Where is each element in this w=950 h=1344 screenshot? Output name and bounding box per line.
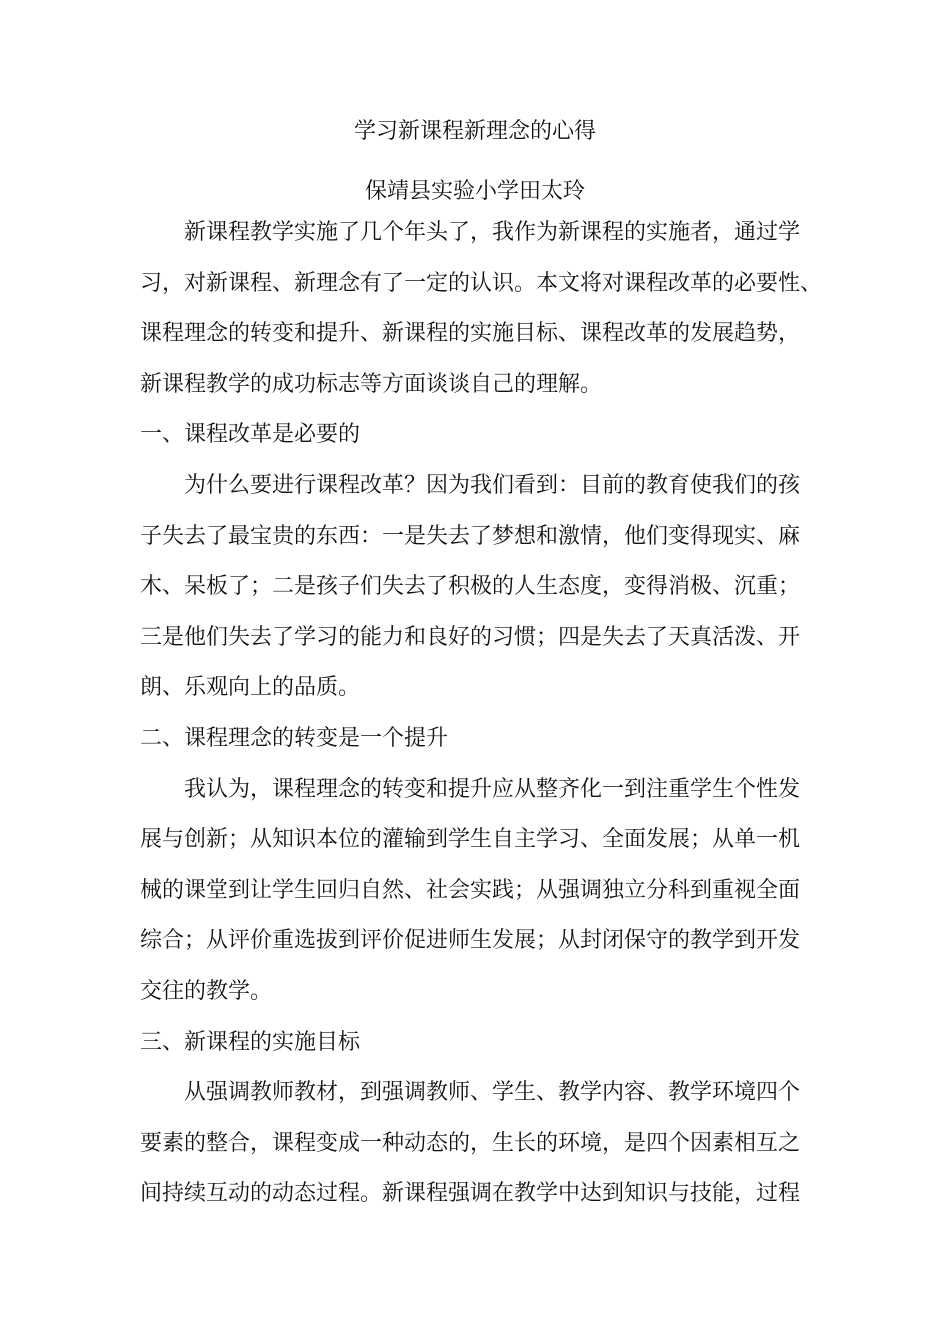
document-author: 保靖县实验小学田太玲: [364, 179, 585, 204]
paragraph-line: 我认为，课程理念的转变和提升应从整齐化一到注重学生个性发: [184, 776, 801, 802]
paragraph-line: 新课程教学实施了几个年头了，我作为新课程的实施者，通过学: [184, 220, 801, 245]
paragraph-line: 木、呆板了；二是孩子们失去了积极的人生态度，变得消极、沉重；: [140, 574, 801, 600]
paragraph-line: 朗、乐观向上的品质。: [140, 675, 361, 701]
paragraph-line: 习，对新课程、新理念有了一定的认识。本文将对课程改革的必要性、: [140, 270, 823, 296]
paragraph-line: 从强调教师教材，到强调教师、学生、教学内容、教学环境四个: [184, 1080, 801, 1106]
section-heading: 三、新课程的实施目标: [140, 1029, 361, 1055]
paragraph-line: 间持续互动的动态过程。新课程强调在教学中达到知识与技能，过程: [140, 1181, 801, 1207]
paragraph-line: 三是他们失去了学习的能力和良好的习惯；四是失去了天真活泼、开: [140, 624, 801, 650]
paragraph-line: 子失去了最宝贵的东西：一是失去了梦想和激情，他们变得现实、麻: [140, 523, 801, 549]
paragraph-line: 械的课堂到让学生回归自然、社会实践；从强调独立分科到重视全面: [140, 877, 801, 903]
paragraph-line: 课程理念的转变和提升、新课程的实施目标、课程改革的发展趋势，: [140, 321, 801, 347]
paragraph-line: 要素的整合，课程变成一种动态的，生长的环境，是四个因素相互之: [140, 1130, 801, 1156]
paragraph-line: 展与创新；从知识本位的灌输到学生自主学习、全面发展；从单一机: [140, 827, 801, 853]
section-heading: 二、课程理念的转变是一个提升: [140, 725, 449, 751]
paragraph-line: 综合；从评价重选拔到评价促进师生发展；从封闭保守的教学到开发: [140, 928, 801, 954]
paragraph-line: 为什么要进行课程改革？因为我们看到：目前的教育使我们的孩: [184, 472, 801, 498]
document-body: [140, 208, 824, 1220]
paragraph-line: 新课程教学的成功标志等方面谈谈自己的理解。: [140, 371, 603, 397]
document-title: 学习新课程新理念的心得: [353, 119, 596, 144]
paragraph-line: 交往的教学。: [140, 978, 273, 1004]
section-heading: 一、课程改革是必要的: [140, 422, 361, 448]
